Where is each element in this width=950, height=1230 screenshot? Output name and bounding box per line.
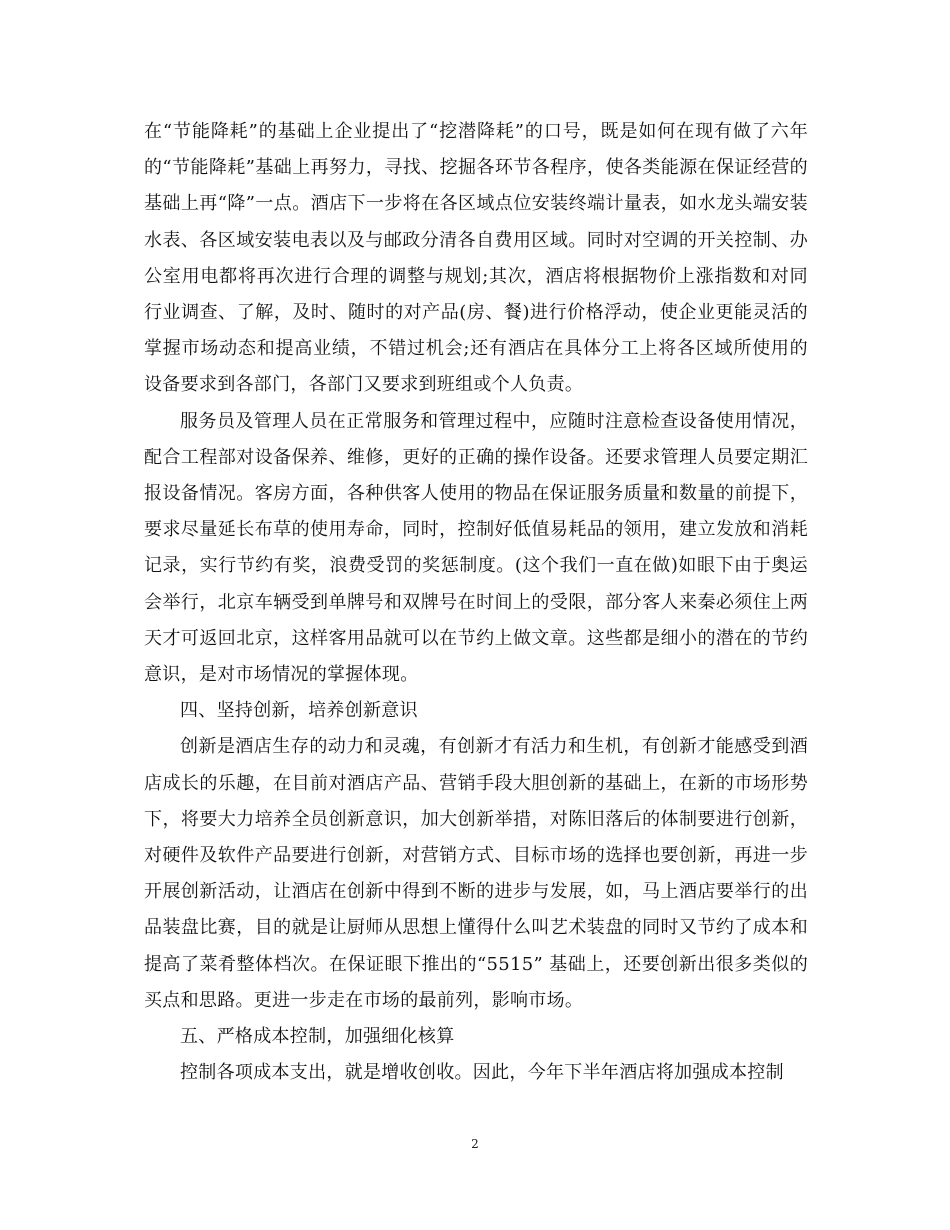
section-heading-cost-control: 五、严格成本控制，加强细化核算 bbox=[180, 1026, 455, 1048]
page-number: 2 bbox=[471, 1137, 479, 1151]
paragraph-energy-saving: 在“节能降耗”的基础上企业提出了“挖潜降耗”的口号，既是如何在现有做了六年的“节能降耗”基础上再努力，寻找、挖掘各环节各程序，使各类能源在保证经营的基础上再“降”一点。酒店下一步将在各区域点位安装终端计量表，如水龙头端安装水表、各区域安装电表以及与邮政分清各自费用区域。同时对空调的开关控制、办公室用电都将再次进行合理的调整与规划;其次，酒店将根据物价上涨指数和对同行业调查、了解，及时、随时的对产品(房、餐)进行价格浮动，使企业更能灵活的掌握市场动态和提高业绩，不错过机会;还有酒店在具体分工上将各区域所使用的设备要求到各部门，各部门又要求到班组或个人负责。 bbox=[144, 121, 808, 396]
paragraph-equipment-management: 服务员及管理人员在正常服务和管理过程中，应随时注意检查设备使用情况，配合工程部对设备保养、维修，更好的正确的操作设备。还要求管理人员要定期汇报设备情况。客房方面，各种供客人使用的物品在保证服务质量和数量的前提下，要求尽量延长布草的使用寿命，同时，控制好低值易耗品的领用，建立发放和消耗记录，实行节约有奖，浪费受罚的奖惩制度。(这个我们一直在做)如眼下由于奥运会举行，北京车辆受到单牌号和双牌号在时间上的受限，部分客人来秦必须住上两天才可返回北京，这样客用品就可以在节约上做文章。这些都是细小的潜在的节约意识，是对市场情况的掌握体现。 bbox=[144, 410, 808, 686]
document-body bbox=[144, 114, 808, 1091]
paragraph-cost-control: 控制各项成本支出，就是增收创收。因此，今年下半年酒店将加强成本控制 bbox=[180, 1062, 784, 1084]
section-heading-innovation: 四、坚持创新，培养创新意识 bbox=[180, 700, 418, 722]
paragraph-innovation: 创新是酒店生存的动力和灵魂，有创新才有活力和生机，有创新才能感受到酒店成长的乐趣，在目前对酒店产品、营销手段大胆创新的基础上，在新的市场形势下，将要大力培养全员创新意识，加大创新举措，对陈旧落后的体制要进行创新，对硬件及软件产品要进行创新，对营销方式、目标市场的选择也要创新，再进一步开展创新活动，让酒店在创新中得到不断的进步与发展，如，马上酒店要举行的出品装盘比赛，目的就是让厨师从思想上懂得什么叫艺术装盘的同时又节约了成本和提高了菜肴整体档次。在保证眼下推出的“5515” 基础上，还要创新出很多类似的买点和思路。更进一步走在市场的最前列，影响市场。 bbox=[144, 736, 808, 1011]
